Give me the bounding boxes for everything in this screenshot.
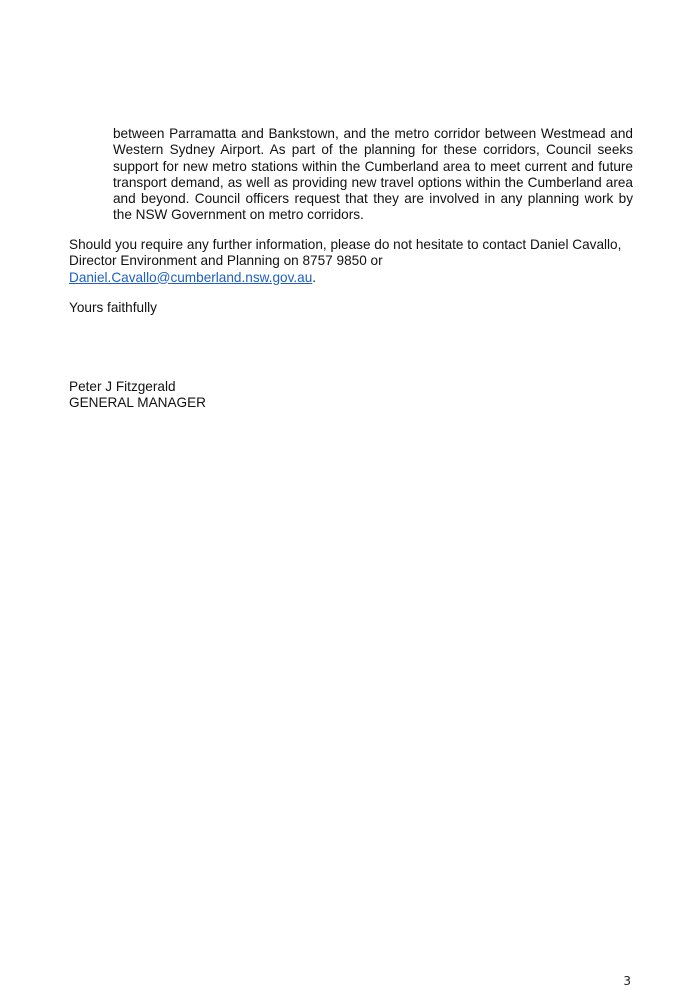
contact-line-2: Director Environment and Planning on 8757 9850 or [69, 253, 383, 269]
signatory-name: Peter J Fitzgerald [69, 379, 176, 394]
contact-line-1: Should you require any further information, please do not hesitate to contact Daniel Cavallo, [69, 237, 622, 252]
indented-paragraph: between Parramatta and Bankstown, and the metro corridor between Westmead and Western Sydney Airport. As part of the planning for these corridors, Council seeks support for new metro stations within the Cumberland area to meet current and future transport demand, as well as providing new travel options within the Cumberland area and beyond. Council officers request that they are involved in any planning work by the NSW Government on metro corridors. [113, 126, 633, 223]
email-link[interactable]: Daniel.Cavallo@cumberland.nsw.gov.au [69, 269, 313, 285]
contact-paragraph [69, 237, 649, 286]
page-number: 3 [623, 974, 631, 988]
signatory-block [69, 379, 206, 412]
contact-line-3 [69, 270, 649, 286]
email-trailing-period: . [312, 269, 317, 285]
signatory-title: GENERAL MANAGER [69, 395, 206, 411]
closing-salutation: Yours faithfully [69, 300, 157, 315]
